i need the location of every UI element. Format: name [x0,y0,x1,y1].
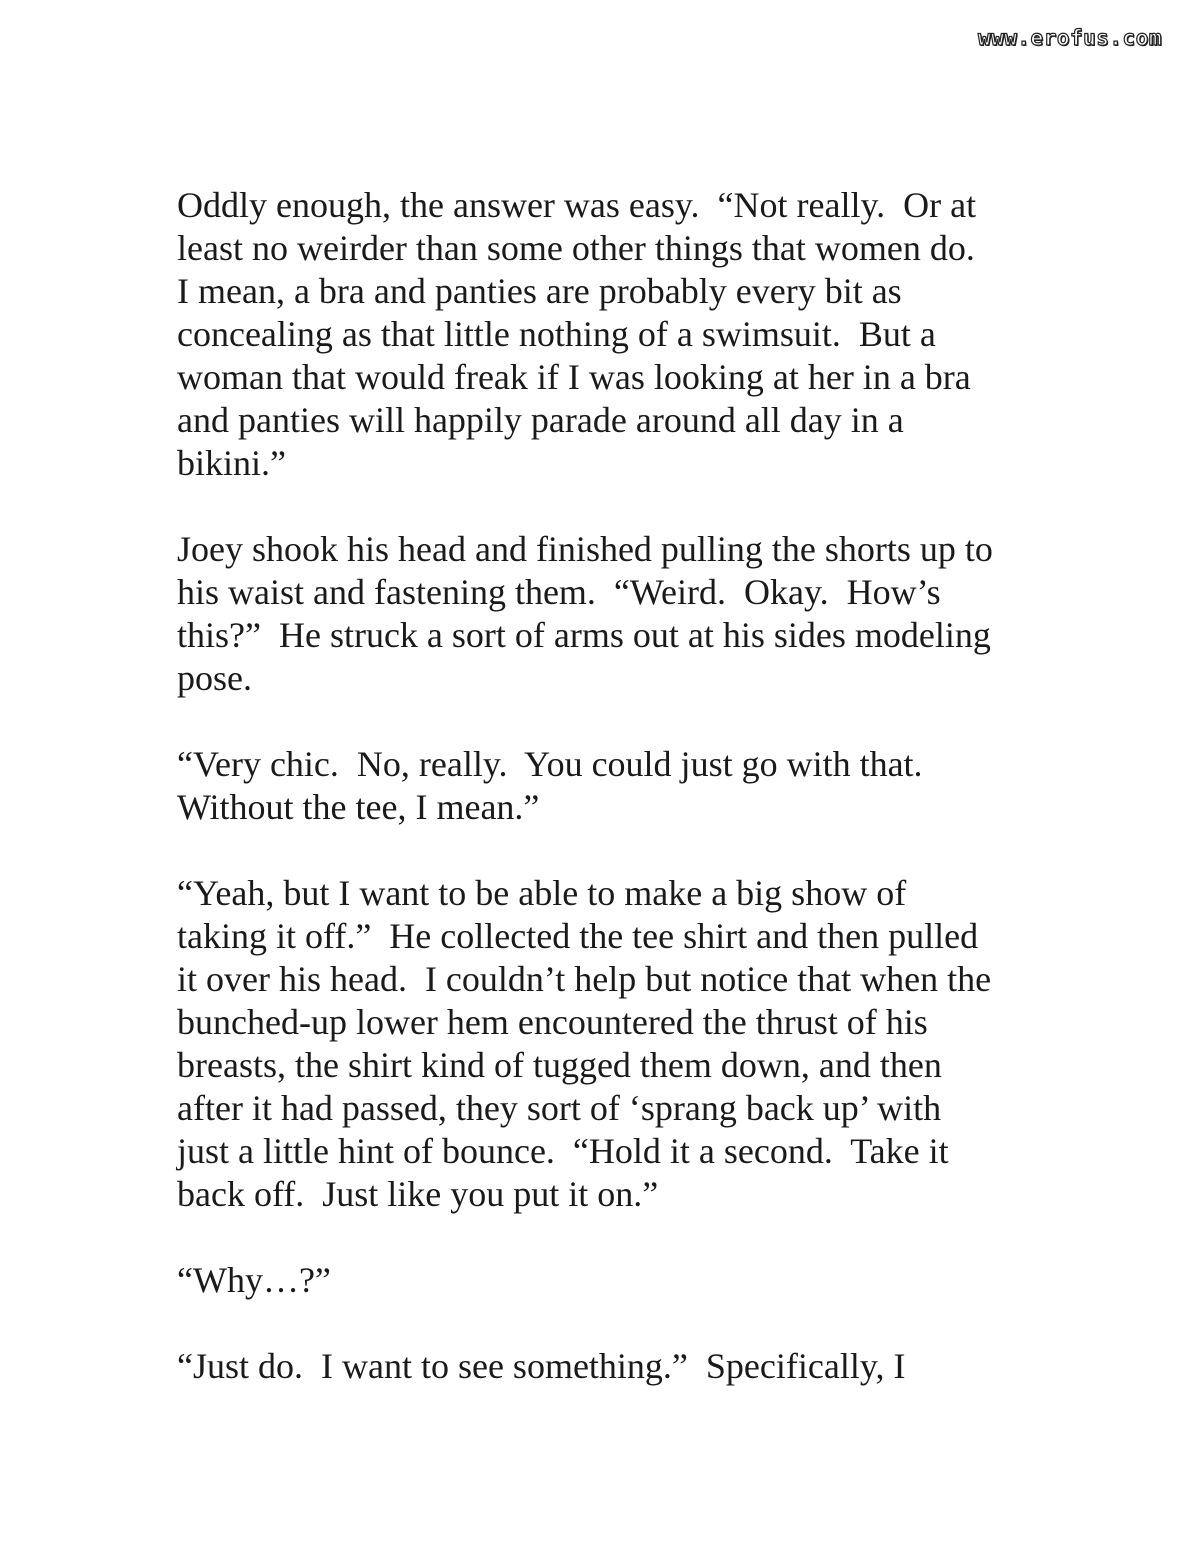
text-line: bunched-up lower hem encountered the thrust of his [177,1002,928,1042]
text-line: just a little hint of bounce. “Hold it a second. Take it [177,1131,949,1171]
paragraph-3 [177,743,1057,829]
paragraph-5 [177,1259,1057,1302]
page-body [177,184,1057,1431]
paragraph-4 [177,872,1057,1216]
text-line: taking it off.” He collected the tee shirt and then pulled [177,916,979,956]
text-line: woman that would freak if I was looking at her in a bra [177,357,971,397]
text-line: pose. [177,658,252,698]
paragraph-2 [177,528,1057,700]
paragraph-6 [177,1345,1057,1388]
text-line: Oddly enough, the answer was easy. “Not really. Or at [177,185,977,225]
text-line: “Why…?” [177,1260,331,1300]
text-line: “Very chic. No, really. You could just go with that. [177,744,923,784]
text-line: breasts, the shirt kind of tugged them down, and then [177,1045,942,1085]
text-line: Joey shook his head and finished pulling the shorts up to [177,529,993,569]
text-line: Without the tee, I mean.” [177,787,540,827]
text-line: bikini.” [177,443,286,483]
text-line: this?” He struck a sort of arms out at his sides modeling [177,615,991,655]
text-line: concealing as that little nothing of a swimsuit. But a [177,314,936,354]
text-line: “Just do. I want to see something.” Specifically, I [177,1346,906,1386]
text-line: after it had passed, they sort of ‘sprang back up’ with [177,1088,942,1128]
watermark: www.erofus.com [977,26,1162,50]
text-line: I mean, a bra and panties are probably every bit as [177,271,902,311]
text-line: and panties will happily parade around all day in a [177,400,904,440]
text-line: it over his head. I couldn’t help but notice that when the [177,959,992,999]
text-line: least no weirder than some other things that women do. [177,228,975,268]
text-line: his waist and fastening them. “Weird. Okay. How’s [177,572,941,612]
paragraph-1 [177,184,1057,485]
text-line: “Yeah, but I want to be able to make a big show of [177,873,907,913]
text-line: back off. Just like you put it on.” [177,1174,659,1214]
